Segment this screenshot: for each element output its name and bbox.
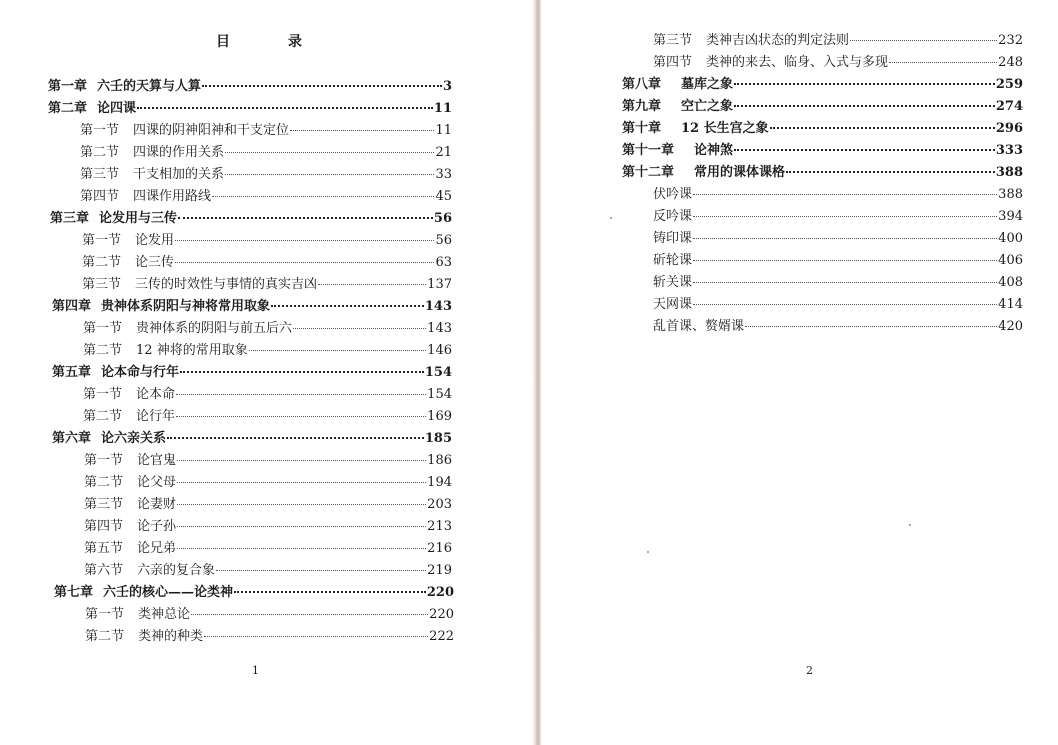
page-ref: 45 xyxy=(435,189,452,204)
page-ref: 274 xyxy=(995,99,1023,114)
toc-subentry[interactable] xyxy=(653,271,1023,293)
page-ref: 296 xyxy=(995,121,1023,136)
toc-chapter-entry[interactable] xyxy=(52,295,452,317)
toc-subentry[interactable] xyxy=(653,227,1023,249)
scan-speck xyxy=(610,217,612,219)
section-title: 四课作用路线 xyxy=(133,189,212,204)
toc-title: 目 录 xyxy=(216,34,324,50)
subentry-title: 斫轮课 xyxy=(653,253,693,268)
toc-section-entry[interactable] xyxy=(85,625,454,647)
section-label: 第一节 xyxy=(83,387,123,402)
section-title: 类神吉凶状态的判定法则 xyxy=(706,33,850,48)
chapter-title: 空亡之象 xyxy=(681,99,734,114)
chapter-label: 第六章 xyxy=(52,431,92,446)
section-title: 类神的种类 xyxy=(138,629,204,644)
section-label: 第二节 xyxy=(85,629,125,644)
page-ref: 420 xyxy=(998,319,1023,334)
toc-section-entry[interactable] xyxy=(80,163,452,185)
section-title: 四课的作用关系 xyxy=(133,145,225,160)
page-ref: 414 xyxy=(998,297,1023,312)
scan-speck xyxy=(647,551,649,553)
dot-leader xyxy=(693,304,997,305)
page-ref: 220 xyxy=(429,607,454,622)
page-ref: 333 xyxy=(995,143,1023,158)
dot-leader xyxy=(177,460,426,461)
toc-section-entry[interactable] xyxy=(82,251,452,273)
page-ref: 56 xyxy=(433,211,452,226)
page-ref: 219 xyxy=(427,563,452,578)
toc-subentry[interactable] xyxy=(653,183,1023,205)
section-label: 第四节 xyxy=(653,55,693,70)
chapter-title: 六壬的天算与人算 xyxy=(97,79,202,94)
section-title: 论三传 xyxy=(135,255,175,270)
page-ref: 137 xyxy=(427,277,452,292)
section-title: 论官鬼 xyxy=(137,453,177,468)
dot-leader xyxy=(212,196,434,197)
chapter-label: 第二章 xyxy=(48,101,88,116)
dot-leader xyxy=(175,262,434,263)
chapter-title: 12 长生宫之象 xyxy=(681,121,769,136)
section-title: 论本命 xyxy=(136,387,176,402)
section-label: 第二节 xyxy=(82,255,122,270)
chapter-title: 六壬的核心——论类神 xyxy=(103,585,234,600)
page-ref: 56 xyxy=(435,233,452,248)
page-ref: 203 xyxy=(427,497,452,512)
section-label: 第一节 xyxy=(83,321,123,336)
page-ref: 154 xyxy=(427,387,452,402)
page-number: 2 xyxy=(806,664,813,677)
chapter-label: 第八章 xyxy=(622,77,662,92)
dot-leader xyxy=(850,40,997,41)
dot-leader xyxy=(693,282,997,283)
dot-leader xyxy=(225,174,434,175)
dot-leader xyxy=(177,548,426,549)
toc-section-entry[interactable] xyxy=(84,559,452,581)
page-ref: 33 xyxy=(435,167,452,182)
section-label: 第四节 xyxy=(80,189,120,204)
page-ref: 143 xyxy=(424,299,452,314)
chapter-title: 论神煞 xyxy=(694,143,734,158)
section-label: 第二节 xyxy=(83,409,123,424)
toc-chapter-entry[interactable] xyxy=(52,361,452,383)
dot-leader xyxy=(734,149,995,151)
toc-section-entry[interactable] xyxy=(82,229,452,251)
toc-section-entry[interactable] xyxy=(85,603,454,625)
page-ref: 388 xyxy=(995,165,1023,180)
page-ref: 21 xyxy=(435,145,452,160)
section-label: 第二节 xyxy=(83,343,123,358)
chapter-title: 论四课 xyxy=(97,101,137,116)
dot-leader xyxy=(137,107,433,109)
toc-subentry[interactable] xyxy=(653,205,1023,227)
dot-leader xyxy=(178,217,433,219)
dot-leader xyxy=(293,328,426,329)
toc-chapter-entry[interactable] xyxy=(54,581,454,603)
page-ref: 185 xyxy=(424,431,452,446)
subentry-title: 斩关课 xyxy=(653,275,693,290)
dot-leader xyxy=(786,171,995,173)
dot-leader xyxy=(693,260,997,261)
dot-leader xyxy=(318,284,426,285)
page-ref: 216 xyxy=(427,541,452,556)
section-label: 第三节 xyxy=(653,33,693,48)
dot-leader xyxy=(693,216,997,217)
section-title: 类神的来去、临身、入式与多现 xyxy=(706,55,889,70)
chapter-label: 第十二章 xyxy=(622,165,675,180)
toc-section-entry[interactable] xyxy=(653,29,1023,51)
subentry-title: 伏吟课 xyxy=(653,187,693,202)
toc-section-entry[interactable] xyxy=(83,339,452,361)
section-label: 第四节 xyxy=(84,519,124,534)
dot-leader xyxy=(770,127,995,129)
toc-section-entry[interactable] xyxy=(83,405,452,427)
page-ref: 146 xyxy=(427,343,452,358)
section-label: 第一节 xyxy=(80,123,120,138)
toc-section-entry[interactable] xyxy=(80,119,452,141)
toc-subentry[interactable] xyxy=(653,315,1023,337)
page-ref: 259 xyxy=(995,77,1023,92)
dot-leader xyxy=(889,62,997,63)
subentry-title: 反吟课 xyxy=(653,209,693,224)
toc-section-entry[interactable] xyxy=(82,273,452,295)
toc-chapter-entry[interactable] xyxy=(622,95,1023,117)
section-title: 论子孙 xyxy=(137,519,177,534)
subentry-title: 乱首课、赘婿课 xyxy=(653,319,745,334)
toc-subentry[interactable] xyxy=(653,293,1023,315)
page-ref: 3 xyxy=(442,79,452,94)
toc-section-entry[interactable] xyxy=(84,449,452,471)
page-ref: 232 xyxy=(998,33,1023,48)
dot-leader xyxy=(177,526,426,527)
toc-chapter-entry[interactable] xyxy=(52,427,452,449)
section-title: 六亲的复合象 xyxy=(137,563,216,578)
chapter-title: 墓库之象 xyxy=(681,77,734,92)
dot-leader xyxy=(202,85,442,87)
dot-leader xyxy=(176,416,426,417)
chapter-label: 第十一章 xyxy=(622,143,675,158)
section-label: 第三节 xyxy=(82,277,122,292)
page-ref: 63 xyxy=(435,255,452,270)
dot-leader xyxy=(176,394,426,395)
dot-leader xyxy=(745,326,997,327)
page-ref: 220 xyxy=(426,585,454,600)
toc-chapter-entry[interactable] xyxy=(622,117,1023,139)
toc-section-entry[interactable] xyxy=(84,537,452,559)
dot-leader xyxy=(177,482,426,483)
section-title: 论行年 xyxy=(136,409,176,424)
page-ref: 388 xyxy=(998,187,1023,202)
dot-leader xyxy=(271,305,424,307)
toc-section-entry[interactable] xyxy=(80,185,452,207)
section-label: 第三节 xyxy=(80,167,120,182)
section-title: 贵神体系的阴阳与前五后六 xyxy=(136,321,293,336)
chapter-title: 论发用与三传 xyxy=(99,211,178,226)
toc-chapter-entry[interactable] xyxy=(48,75,452,97)
dot-leader xyxy=(191,614,428,615)
section-title: 三传的时效性与事情的真实吉凶 xyxy=(135,277,318,292)
section-label: 第二节 xyxy=(80,145,120,160)
dot-leader xyxy=(734,105,995,107)
section-label: 第一节 xyxy=(84,453,124,468)
subentry-title: 天网课 xyxy=(653,297,693,312)
page-ref: 408 xyxy=(998,275,1023,290)
page-ref: 222 xyxy=(429,629,454,644)
toc-section-entry[interactable] xyxy=(653,51,1023,73)
dot-leader xyxy=(177,504,426,505)
chapter-label: 第一章 xyxy=(48,79,88,94)
dot-leader xyxy=(175,240,434,241)
section-title: 四课的阴神阳神和干支定位 xyxy=(133,123,290,138)
section-label: 第二节 xyxy=(84,475,124,490)
page-ref: 213 xyxy=(427,519,452,534)
chapter-title: 贵神体系阴阳与神将常用取象 xyxy=(101,299,271,314)
page-ref: 169 xyxy=(427,409,452,424)
section-label: 第三节 xyxy=(84,497,124,512)
chapter-label: 第四章 xyxy=(52,299,92,314)
section-label: 第五节 xyxy=(84,541,124,556)
toc-section-entry[interactable] xyxy=(83,317,452,339)
page-ref: 400 xyxy=(998,231,1023,246)
dot-leader xyxy=(204,636,428,637)
dot-leader xyxy=(180,371,424,373)
chapter-title: 常用的课体课格 xyxy=(694,165,786,180)
dot-leader xyxy=(167,437,424,439)
dot-leader xyxy=(693,238,997,239)
section-title: 论父母 xyxy=(137,475,177,490)
dot-leader xyxy=(225,152,434,153)
chapter-label: 第十章 xyxy=(622,121,662,136)
page-ref: 154 xyxy=(424,365,452,380)
section-title: 类神总论 xyxy=(138,607,191,622)
section-title: 干支相加的关系 xyxy=(133,167,225,182)
page-ref: 406 xyxy=(998,253,1023,268)
toc-chapter-entry[interactable] xyxy=(622,73,1023,95)
section-title: 12 神将的常用取象 xyxy=(136,343,248,358)
toc-chapter-entry[interactable] xyxy=(50,207,452,229)
scan-speck xyxy=(909,524,911,526)
toc-subentry[interactable] xyxy=(653,249,1023,271)
toc-section-entry[interactable] xyxy=(84,515,452,537)
chapter-label: 第三章 xyxy=(50,211,90,226)
dot-leader xyxy=(290,130,434,131)
right-page xyxy=(541,0,1058,745)
chapter-title: 论六亲关系 xyxy=(101,431,167,446)
dot-leader xyxy=(249,350,426,351)
section-label: 第六节 xyxy=(84,563,124,578)
section-title: 论发用 xyxy=(135,233,175,248)
page-ref: 11 xyxy=(433,101,452,116)
subentry-title: 铸印课 xyxy=(653,231,693,246)
dot-leader xyxy=(693,194,997,195)
dot-leader xyxy=(734,83,995,85)
page-number: 1 xyxy=(252,664,259,677)
section-title: 论兄弟 xyxy=(137,541,177,556)
page-ref: 394 xyxy=(998,209,1023,224)
page-ref: 11 xyxy=(435,123,452,138)
toc-chapter-entry[interactable] xyxy=(622,161,1023,183)
toc-section-entry[interactable] xyxy=(84,493,452,515)
toc-section-entry[interactable] xyxy=(80,141,452,163)
toc-section-entry[interactable] xyxy=(83,383,452,405)
page-ref: 143 xyxy=(427,321,452,336)
toc-section-entry[interactable] xyxy=(84,471,452,493)
toc-chapter-entry[interactable] xyxy=(622,139,1023,161)
page-ref: 248 xyxy=(998,55,1023,70)
dot-leader xyxy=(216,570,426,571)
page-ref: 186 xyxy=(427,453,452,468)
section-title: 论妻财 xyxy=(137,497,177,512)
section-label: 第一节 xyxy=(85,607,125,622)
chapter-title: 论本命与行年 xyxy=(101,365,180,380)
dot-leader xyxy=(234,591,426,593)
page-ref: 194 xyxy=(427,475,452,490)
chapter-label: 第七章 xyxy=(54,585,94,600)
chapter-label: 第五章 xyxy=(52,365,92,380)
toc-chapter-entry[interactable] xyxy=(48,97,452,119)
section-label: 第一节 xyxy=(82,233,122,248)
chapter-label: 第九章 xyxy=(622,99,662,114)
